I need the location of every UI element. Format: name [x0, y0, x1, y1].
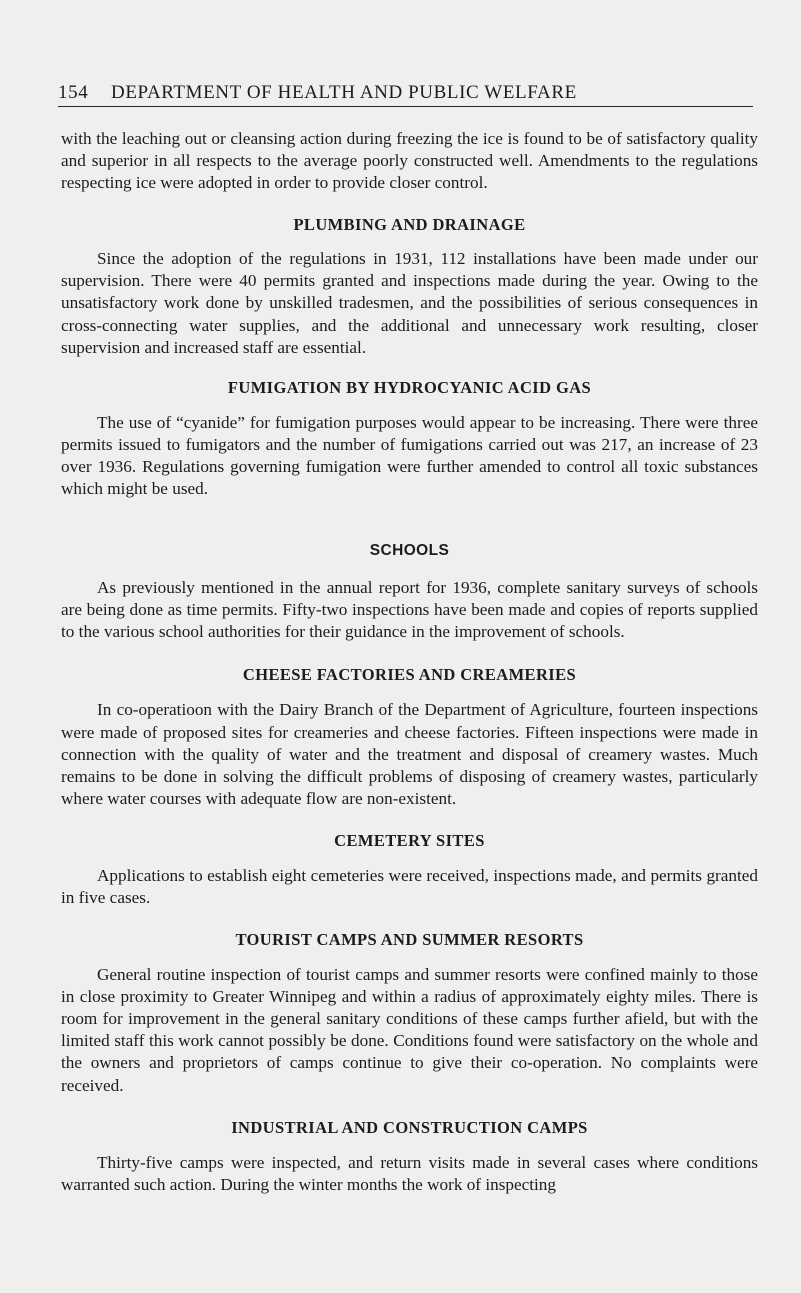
paragraph-cemetery-sites: Applications to establish eight cemeteries were received, inspections made, and permits granted in five cases.	[61, 865, 758, 907]
paragraph-fumigation: The use of “cyanide” for fumigation purposes would appear to be increasing. There were three permits issued to fumigators and the number of fumigations carried out was 217, an increase of 23 over 1936. Regulations governing fumigation were further amended to control all toxic substances which might be used.	[61, 412, 758, 499]
heading-cemetery-sites: CEMETERY SITES	[334, 830, 485, 850]
paragraph-tourist-camps: General routine inspection of tourist camps and summer resorts were confined mainly to those in close proximity to Greater Winnipeg and within a radius of approximately eighty miles. There is room for improvement in the general sanitary conditions of these camps further afield, but with the limited staff this work cannot possibly be done. Conditions found were satisfactory on the whole and the owners and proprietors of camps continue to give their co-operation. No complaints were received.	[61, 965, 758, 1095]
heading-tourist-camps: TOURIST CAMPS AND SUMMER RESORTS	[235, 930, 584, 950]
running-header	[58, 82, 758, 104]
heading-plumbing-and-drainage: PLUMBING AND DRAINAGE	[293, 215, 526, 235]
paragraph-industrial-camps: Thirty-five camps were inspected, and return visits made in several cases where conditions warranted such action. During the winter months the work of inspecting	[61, 1152, 758, 1194]
running-title: DEPARTMENT OF HEALTH AND PUBLIC WELFARE	[111, 82, 577, 103]
paragraph-schools: As previously mentioned in the annual report for 1936, complete sanitary surveys of schools are being done as time permits. Fifty-two inspections have been made and copies of reports supplied to the various school authorities for their guidance in the improvement of schools.	[61, 578, 758, 642]
heading-schools: SCHOOLS	[369, 542, 450, 560]
body-text	[61, 128, 758, 1196]
page-number: 154	[58, 82, 89, 103]
paragraph-ice-continued: with the leaching out or cleansing action during freezing the ice is found to be of satisfactory quality and superior in all respects to the average poorly constructed well. Amendments to the regulations respecting ice were adopted in order to provide closer control.	[61, 129, 758, 193]
heading-industrial-camps: INDUSTRIAL AND CONSTRUCTION CAMPS	[231, 1117, 588, 1137]
header-rule	[58, 106, 753, 107]
paragraph-plumbing: Since the adoption of the regulations in 1931, 112 installations have been made under our supervision. There were 40 permits granted and inspections made during the year. Owing to the unsatisfactory work done by unskilled tradesmen, and the possibilities of serious consequences in cross-connecting water supplies, and the additional and unnecessary work resulting, closer supervision and increased staff are essential.	[61, 249, 758, 357]
paragraph-cheese-factories: In co-operatioon with the Dairy Branch of the Department of Agriculture, fourteen inspections were made of proposed sites for creameries and cheese factories. Fifteen inspections were made in connection with the quality of water and the treatment and disposal of creamery wastes. Much remains to be done in solving the difficult problems of disposing of creamery wastes, particularly where water courses with adequate flow are non-existent.	[61, 700, 758, 808]
heading-cheese-factories: CHEESE FACTORIES AND CREAMERIES	[242, 665, 577, 685]
heading-fumigation: FUMIGATION BY HYDROCYANIC ACID GAS	[227, 377, 592, 397]
